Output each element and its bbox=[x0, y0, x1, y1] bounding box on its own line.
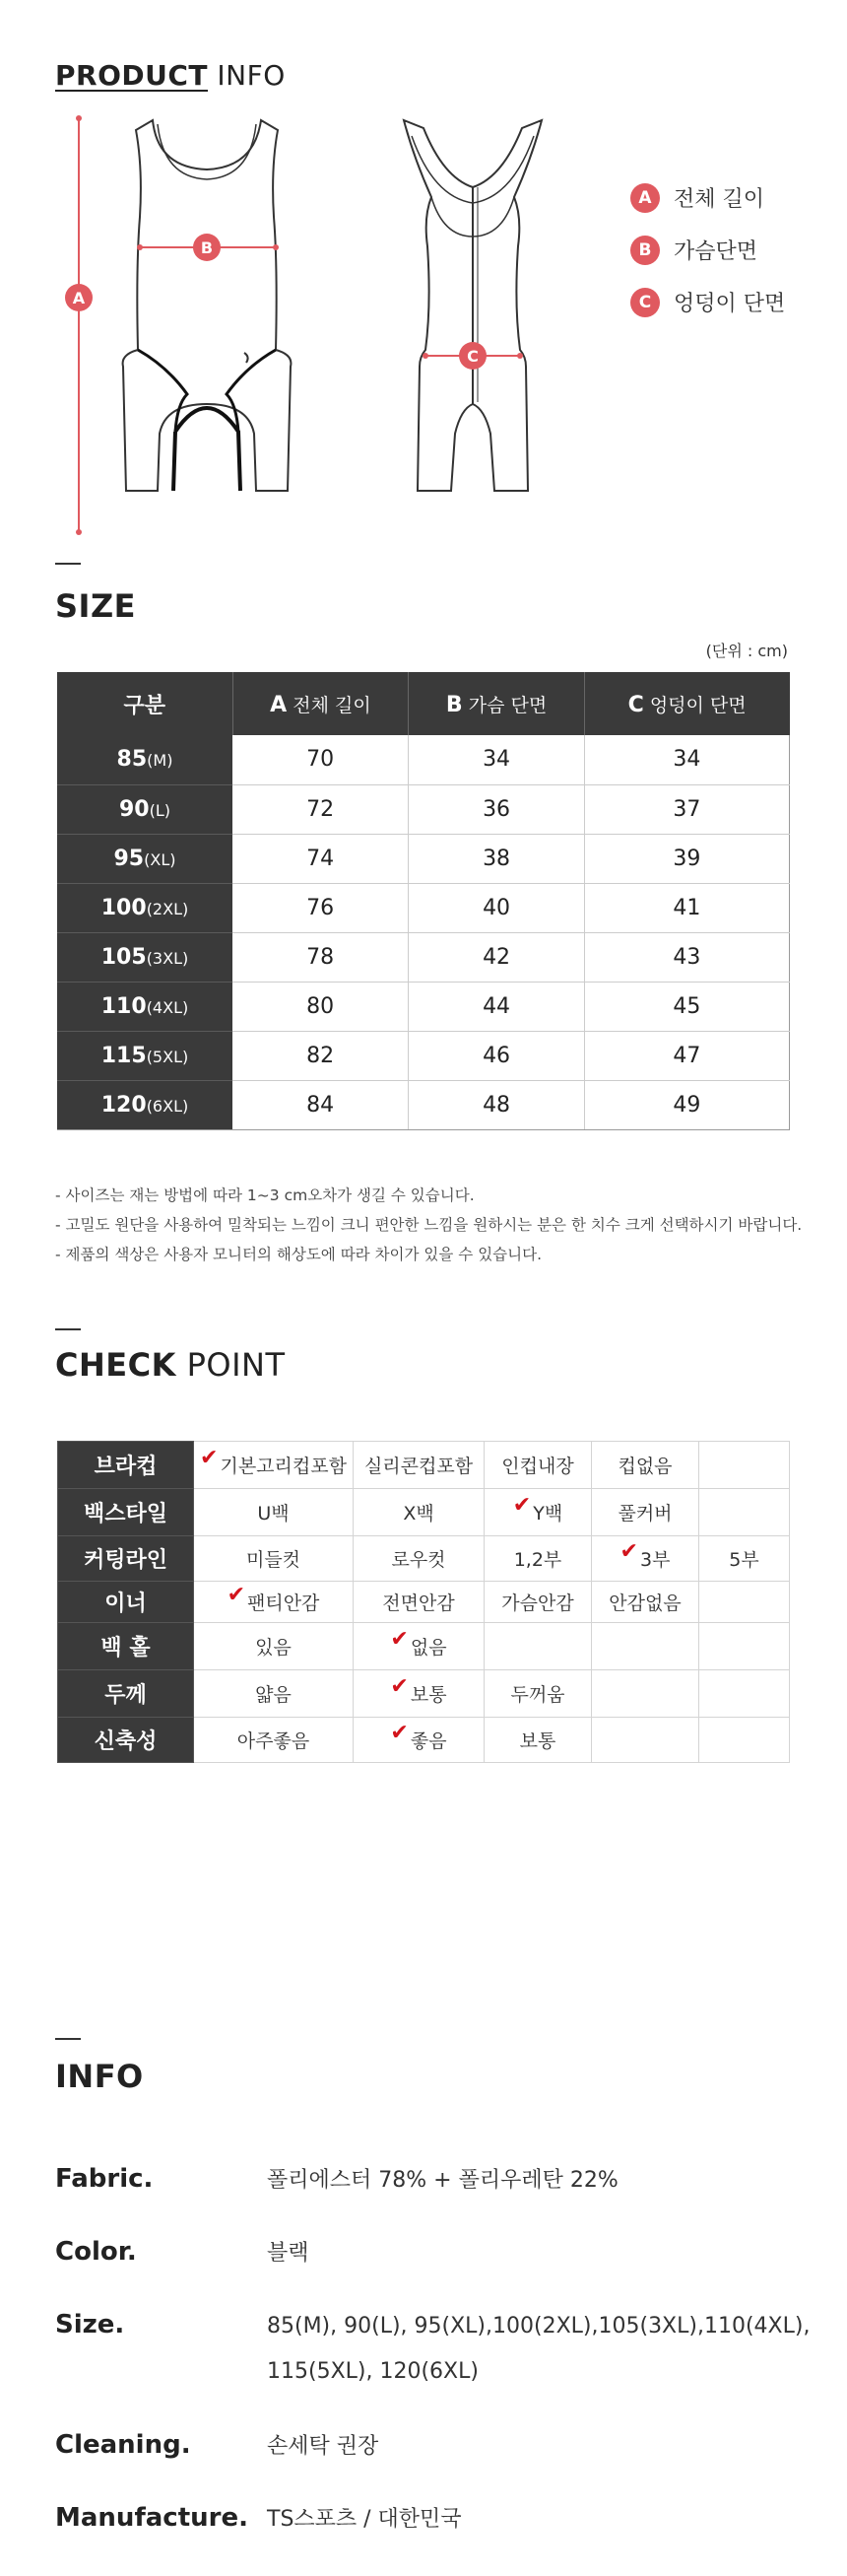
legend-marker-b: B bbox=[630, 236, 660, 265]
check-option-text: 3부 bbox=[639, 1549, 671, 1571]
check-option-text: Y백 bbox=[533, 1503, 563, 1525]
check-option-text: 없음 bbox=[410, 1637, 447, 1659]
check-option bbox=[485, 1670, 592, 1718]
check-option-text: 보통 bbox=[519, 1730, 556, 1752]
check-option bbox=[592, 1489, 699, 1536]
check-row-label: 신축성 bbox=[58, 1718, 194, 1763]
marker-c: C bbox=[467, 347, 479, 366]
check-option bbox=[699, 1582, 790, 1623]
size-header-1-label: 전체 길이 bbox=[287, 694, 371, 716]
check-option bbox=[194, 1718, 354, 1763]
info-title bbox=[55, 2058, 144, 2095]
check-option bbox=[354, 1718, 485, 1763]
size-header-3-prefix: C bbox=[627, 692, 644, 717]
size-table-row bbox=[57, 784, 790, 834]
size-header-0-label: 구분 bbox=[123, 693, 165, 718]
check-option bbox=[354, 1442, 485, 1489]
front-view-diagram bbox=[59, 108, 315, 542]
unit-label: (단위 : cm) bbox=[705, 642, 788, 660]
marker-b: B bbox=[200, 238, 214, 257]
check-row-label: 두께 bbox=[58, 1670, 194, 1718]
check-option-text: 풀커버 bbox=[618, 1503, 673, 1525]
size-value bbox=[267, 2304, 818, 2395]
checkmark-icon: ✔ bbox=[619, 1539, 638, 1564]
size-cell-c: 49 bbox=[584, 1080, 789, 1129]
size-cell-a: 70 bbox=[232, 735, 409, 784]
check-row-label: 백 홀 bbox=[58, 1623, 194, 1670]
color-value: 블랙 bbox=[267, 2241, 309, 2266]
legend-b bbox=[630, 235, 757, 265]
check-option bbox=[485, 1623, 592, 1670]
size-row-label bbox=[57, 834, 232, 883]
size-cell-b: 36 bbox=[409, 784, 584, 834]
legend-marker-a: A bbox=[630, 183, 660, 213]
size-row-label bbox=[57, 932, 232, 982]
marker-a: A bbox=[72, 289, 86, 307]
size-cell-a: 84 bbox=[232, 1080, 409, 1129]
size-row-sub: (3XL) bbox=[146, 948, 189, 968]
size-cell-b: 44 bbox=[409, 982, 584, 1031]
checkmark-icon: ✔ bbox=[200, 1446, 219, 1470]
check-option bbox=[485, 1489, 592, 1536]
check-option-text: 인컵내장 bbox=[501, 1456, 574, 1477]
check-option-text: 아주좋음 bbox=[236, 1730, 310, 1752]
check-option-text: 안감없음 bbox=[609, 1593, 682, 1614]
size-row-label bbox=[57, 784, 232, 834]
color-label: Color. bbox=[55, 2237, 137, 2267]
back-view-diagram bbox=[374, 108, 571, 503]
check-row-label: 백스타일 bbox=[58, 1489, 194, 1536]
checkmark-icon: ✔ bbox=[512, 1493, 532, 1518]
check-option-text: 1,2부 bbox=[513, 1549, 562, 1571]
check-option bbox=[592, 1623, 699, 1670]
check-option-text: 있음 bbox=[255, 1637, 292, 1659]
size-table-row bbox=[57, 1031, 790, 1080]
size-table-header bbox=[57, 672, 790, 735]
check-option bbox=[699, 1623, 790, 1670]
checkmark-icon: ✔ bbox=[227, 1583, 245, 1607]
check-option-text: 미들컷 bbox=[245, 1549, 301, 1571]
product-info-title-bold: PRODUCT bbox=[55, 59, 209, 92]
size-cell-c: 41 bbox=[584, 883, 789, 932]
size-row-label bbox=[57, 735, 232, 784]
size-row-sub: (5XL) bbox=[146, 1047, 189, 1066]
size-cell-a: 82 bbox=[232, 1031, 409, 1080]
size-row-size: 85 bbox=[116, 747, 148, 773]
check-option bbox=[194, 1442, 354, 1489]
size-title bbox=[55, 587, 136, 625]
size-cell-a: 72 bbox=[232, 784, 409, 834]
product-info-title bbox=[55, 59, 286, 92]
check-option bbox=[194, 1536, 354, 1582]
size-cell-c: 43 bbox=[584, 932, 789, 982]
check-option bbox=[194, 1489, 354, 1536]
check-option bbox=[485, 1536, 592, 1582]
check-option bbox=[699, 1536, 790, 1582]
check-option bbox=[354, 1536, 485, 1582]
check-option-text: 전면안감 bbox=[382, 1593, 455, 1614]
size-cell-b: 48 bbox=[409, 1080, 584, 1129]
size-cell-b: 46 bbox=[409, 1031, 584, 1080]
size-row-size: 105 bbox=[100, 944, 147, 970]
size-cell-c: 45 bbox=[584, 982, 789, 1031]
check-point-title-bold: CHECK bbox=[55, 1346, 176, 1384]
check-option bbox=[485, 1718, 592, 1763]
check-option bbox=[354, 1489, 485, 1536]
size-table-row bbox=[57, 932, 790, 982]
check-option bbox=[699, 1489, 790, 1536]
check-option-text: 5부 bbox=[729, 1549, 759, 1571]
check-row-label: 커팅라인 bbox=[58, 1536, 194, 1582]
check-option-text: 얇음 bbox=[255, 1684, 292, 1706]
size-header-2 bbox=[409, 672, 584, 735]
size-table-row bbox=[57, 1080, 790, 1129]
check-point-row bbox=[58, 1623, 790, 1670]
legend-label-b: 가슴단면 bbox=[674, 239, 758, 264]
size-note: - 사이즈는 재는 방법에 따라 1~3 cm오차가 생길 수 있습니다. bbox=[55, 1186, 475, 1204]
section-divider bbox=[55, 2038, 81, 2040]
size-row-label bbox=[57, 1080, 232, 1129]
size-cell-a: 80 bbox=[232, 982, 409, 1031]
size-value-line1: 85(M), 90(L), 95(XL),100(2XL),105(3XL),110(4XL), bbox=[267, 2314, 811, 2339]
check-option-text: 팬티안감 bbox=[247, 1593, 320, 1614]
size-row-size: 115 bbox=[100, 1043, 147, 1068]
check-option-text: 두꺼움 bbox=[510, 1684, 565, 1706]
size-cell-c: 47 bbox=[584, 1031, 789, 1080]
size-cell-b: 38 bbox=[409, 834, 584, 883]
size-table-row bbox=[57, 735, 790, 784]
size-cell-b: 40 bbox=[409, 883, 584, 932]
checkmark-icon: ✔ bbox=[390, 1721, 409, 1745]
size-cell-b: 34 bbox=[409, 735, 584, 784]
size-cell-c: 39 bbox=[584, 834, 789, 883]
check-option bbox=[194, 1582, 354, 1623]
check-option bbox=[592, 1718, 699, 1763]
cleaning-value: 손세탁 권장 bbox=[267, 2434, 379, 2459]
check-option-text: 컵없음 bbox=[618, 1456, 673, 1477]
check-option bbox=[485, 1582, 592, 1623]
size-note: - 제품의 색상은 사용자 모니터의 해상도에 따라 차이가 있을 수 있습니다. bbox=[55, 1246, 543, 1263]
size-cell-a: 76 bbox=[232, 883, 409, 932]
check-option-text: 로우컷 bbox=[391, 1549, 446, 1571]
check-row-label: 브라컵 bbox=[58, 1442, 194, 1489]
check-option bbox=[354, 1582, 485, 1623]
size-value-line2: 115(5XL), 120(6XL) bbox=[267, 2359, 479, 2384]
check-option-text: 가슴안감 bbox=[501, 1593, 574, 1614]
size-header-2-prefix: B bbox=[445, 692, 463, 717]
manufacture-value: TS스포츠 / 대한민국 bbox=[267, 2507, 462, 2532]
size-row-size: 95 bbox=[113, 846, 145, 871]
size-row-sub: (4XL) bbox=[146, 997, 189, 1017]
size-row-size: 110 bbox=[100, 993, 147, 1019]
legend-a bbox=[630, 182, 764, 213]
check-option bbox=[592, 1670, 699, 1718]
legend-label-c: 엉덩이 단면 bbox=[674, 292, 786, 316]
size-header-0 bbox=[57, 672, 232, 735]
check-option-text: U백 bbox=[257, 1503, 290, 1525]
check-option-text: 기본고리컵포함 bbox=[220, 1456, 347, 1477]
size-header-2-label: 가슴 단면 bbox=[462, 694, 548, 716]
size-row-sub: (6XL) bbox=[146, 1096, 189, 1116]
size-table-row bbox=[57, 982, 790, 1031]
size-row-sub: (M) bbox=[147, 751, 173, 771]
legend-marker-c: C bbox=[630, 288, 660, 317]
size-cell-a: 78 bbox=[232, 932, 409, 982]
size-row-sub: (2XL) bbox=[146, 899, 189, 918]
product-info-title-thin: INFO bbox=[208, 59, 286, 92]
size-table-row bbox=[57, 883, 790, 932]
checkmark-icon: ✔ bbox=[390, 1627, 409, 1652]
check-point-row bbox=[58, 1442, 790, 1489]
size-note: - 고밀도 원단을 사용하여 밀착되는 느낌이 크니 편안한 느낌을 원하시는 분은 한 치수 크게 선택하시기 바랍니다. bbox=[55, 1216, 803, 1234]
size-row-label bbox=[57, 982, 232, 1031]
size-header-3-label: 엉덩이 단면 bbox=[643, 694, 747, 716]
check-option bbox=[699, 1670, 790, 1718]
check-option-text: 실리콘컵포함 bbox=[363, 1456, 474, 1477]
check-option bbox=[485, 1442, 592, 1489]
size-row-label bbox=[57, 1031, 232, 1080]
check-option bbox=[592, 1536, 699, 1582]
check-point-row bbox=[58, 1536, 790, 1582]
cleaning-label: Cleaning. bbox=[55, 2430, 191, 2460]
size-table bbox=[57, 672, 790, 1130]
size-cell-c: 37 bbox=[584, 784, 789, 834]
size-label: Size. bbox=[55, 2310, 125, 2339]
check-option bbox=[194, 1670, 354, 1718]
check-option-text: 보통 bbox=[410, 1684, 447, 1706]
check-point-row bbox=[58, 1489, 790, 1536]
size-cell-b: 42 bbox=[409, 932, 584, 982]
legend-label-a: 전체 길이 bbox=[674, 187, 765, 212]
size-row-sub: (XL) bbox=[144, 849, 176, 869]
size-row-label bbox=[57, 883, 232, 932]
size-cell-c: 34 bbox=[584, 735, 789, 784]
size-cell-a: 74 bbox=[232, 834, 409, 883]
check-point-row bbox=[58, 1670, 790, 1718]
size-row-size: 100 bbox=[100, 895, 147, 920]
check-option bbox=[354, 1670, 485, 1718]
fabric-value: 폴리에스터 78% + 폴리우레탄 22% bbox=[267, 2168, 619, 2193]
check-option bbox=[194, 1623, 354, 1670]
size-row-size: 120 bbox=[100, 1092, 147, 1118]
checkmark-icon: ✔ bbox=[390, 1674, 409, 1699]
size-table-row bbox=[57, 834, 790, 883]
info-title-text: INFO bbox=[55, 2058, 144, 2095]
size-title-text: SIZE bbox=[55, 587, 137, 625]
legend-c bbox=[630, 287, 785, 317]
check-option bbox=[592, 1442, 699, 1489]
size-header-1 bbox=[232, 672, 409, 735]
check-point-row bbox=[58, 1582, 790, 1623]
check-option-text: X백 bbox=[403, 1503, 434, 1525]
check-point-title-thin: POINT bbox=[175, 1346, 286, 1384]
check-point-row bbox=[58, 1718, 790, 1763]
section-divider bbox=[55, 563, 81, 565]
manufacture-label: Manufacture. bbox=[55, 2503, 248, 2533]
size-header-3 bbox=[584, 672, 789, 735]
size-row-sub: (L) bbox=[149, 800, 171, 820]
fabric-label: Fabric. bbox=[55, 2164, 154, 2194]
check-option bbox=[354, 1623, 485, 1670]
check-option bbox=[592, 1582, 699, 1623]
check-option bbox=[699, 1718, 790, 1763]
check-row-label: 이너 bbox=[58, 1582, 194, 1623]
check-point-table bbox=[57, 1441, 790, 1763]
size-header-1-prefix: A bbox=[270, 692, 288, 717]
size-notes bbox=[55, 1181, 802, 1269]
check-option-text: 좋음 bbox=[410, 1730, 447, 1752]
section-divider bbox=[55, 1328, 81, 1330]
size-row-size: 90 bbox=[118, 796, 150, 822]
check-option bbox=[699, 1442, 790, 1489]
check-point-title bbox=[55, 1346, 285, 1384]
